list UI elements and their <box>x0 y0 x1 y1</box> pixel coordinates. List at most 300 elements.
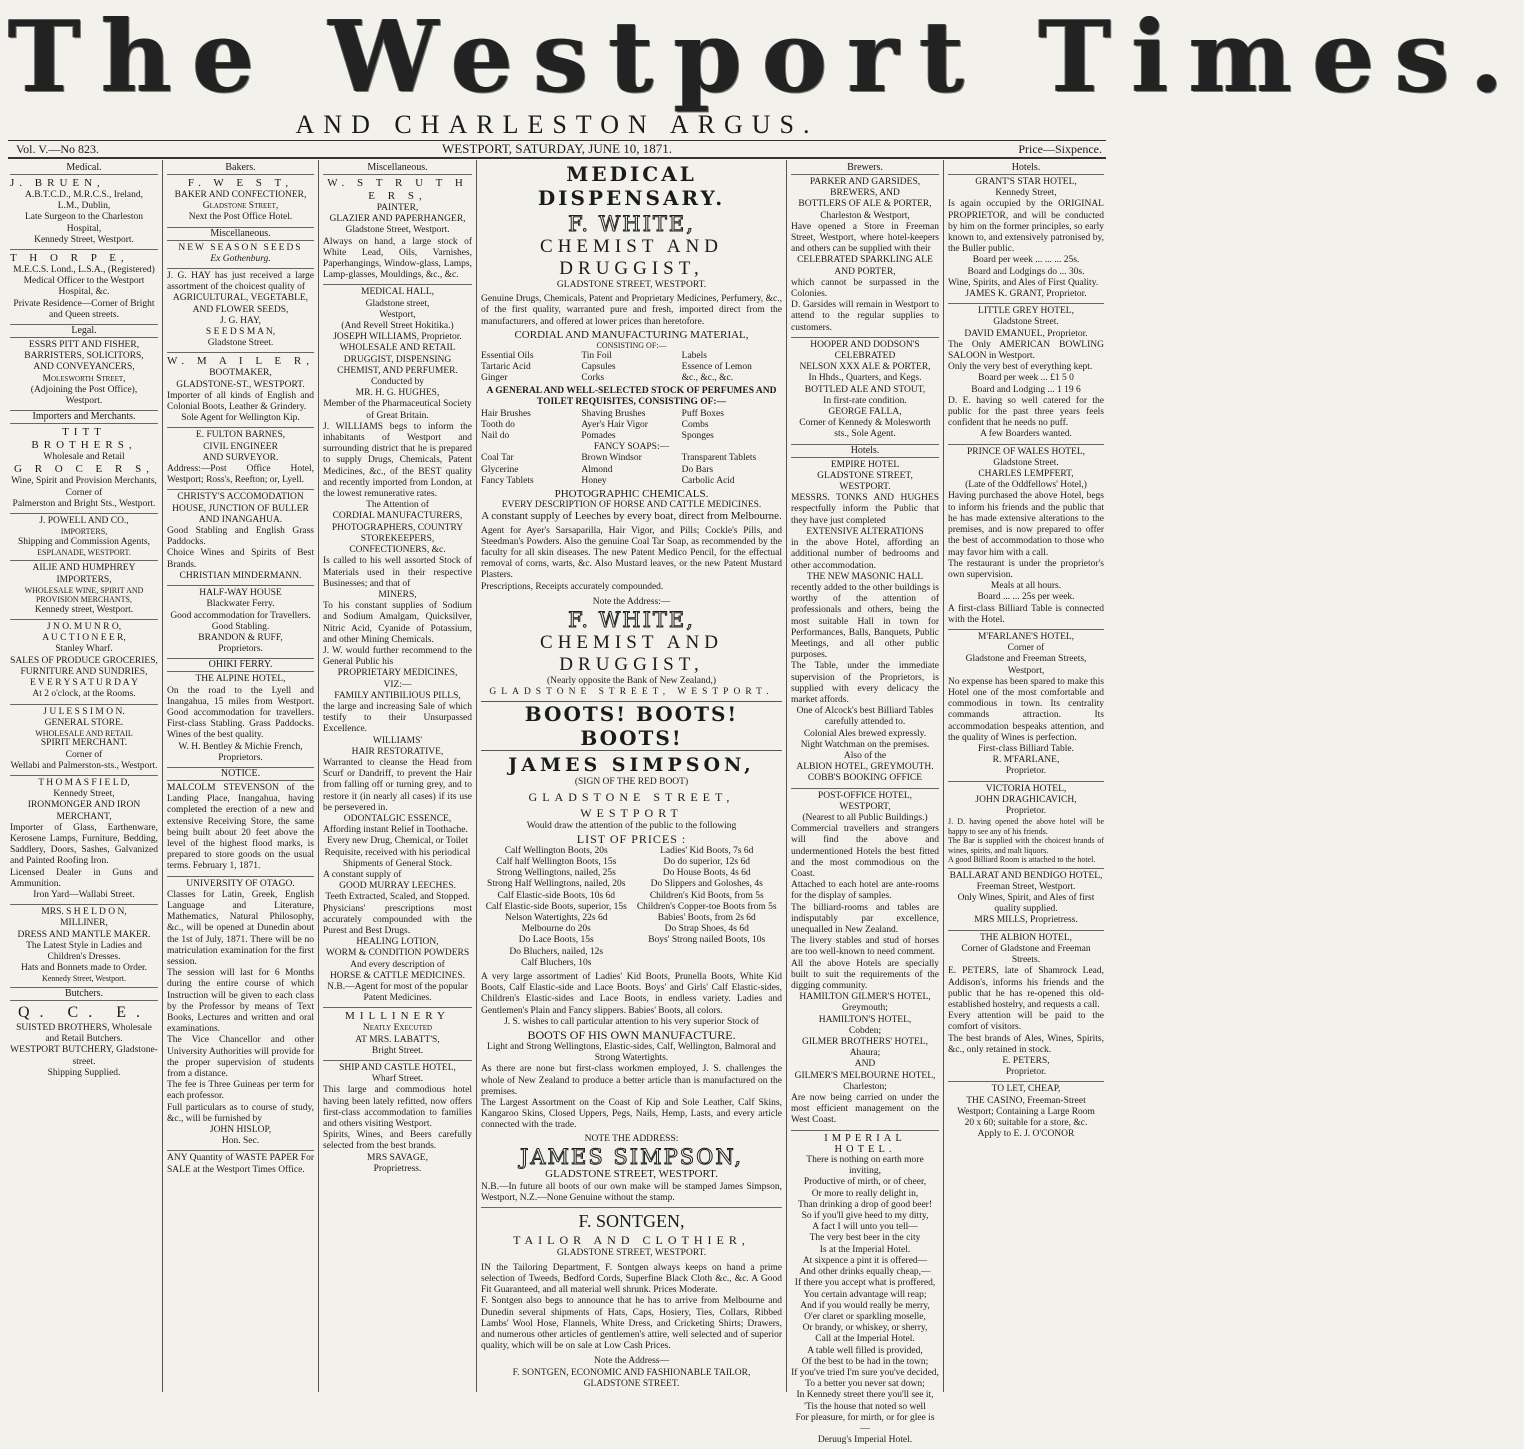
ad-line: Conducted by <box>370 377 425 388</box>
price: Price—Sixpence. <box>1018 142 1102 156</box>
item-row <box>481 351 782 362</box>
ad-line: ALBION HOTEL, GREYMOUTH. <box>796 762 934 773</box>
ad-line: TO LET, CHEAP, <box>991 1084 1061 1095</box>
ad-line: (Late of the Oddfellows' Hotel,) <box>965 480 1087 491</box>
ad-line: First-class Billiard Table. <box>978 743 1074 754</box>
ad-thorpe <box>10 250 158 325</box>
ad-line: Calf Wellington Boots, 20s <box>504 845 608 856</box>
ad-line: MALCOLM STEVENSON of the Landing Place, Inangahua, having completed the erection of a new and extensive Receiving Store, the same being built about 20 feet above the level of the highest flood marks, is prepared to store goods on the usual terms. February 1, 1871. <box>167 782 314 872</box>
ad-line: GRANT'S STAR HOTEL, <box>975 177 1077 187</box>
ad-line: Board per week ... ... ... 25s. <box>972 255 1080 266</box>
ad-line: MINERS, <box>378 589 417 600</box>
ad-line: Board ... ... 25s per week. <box>977 592 1075 603</box>
ad-line: GLADSTONE STREET, <box>817 470 913 481</box>
ad-line: IMPORTERS, <box>60 527 108 537</box>
ad-line: EXTENSIVE ALTERATIONS <box>806 526 924 537</box>
price-list-right <box>632 846 783 969</box>
ad-line: Iron Yard—Wallabi Street. <box>33 890 135 901</box>
ad-line: J. G. HAY, <box>220 315 261 326</box>
item-cell: Nail do <box>481 430 510 441</box>
ad-line: Palmerston and Bright Sts., Westport. <box>12 498 156 509</box>
ad-line: GILMER BROTHERS' HOTEL, <box>801 1037 928 1048</box>
ad-line: Is called to his well assorted Stock of Materials used in their respective Businesses; and that of <box>323 556 472 589</box>
ad-line: The restaurant is under the proprietor's own supervision. <box>948 558 1104 580</box>
item-cell: Puff Boxes <box>681 408 724 419</box>
ad-line: So if you'll give heed to my ditty, <box>801 1211 929 1222</box>
ad-line: The livery stables and stud of horses are too well-known to need comment. <box>791 936 939 958</box>
ad-line: SPIRIT MERCHANT. <box>40 738 128 749</box>
ad-line: There is nothing on earth more inviting, <box>806 1155 924 1177</box>
ad-line: Wholesale and Retail <box>43 452 125 463</box>
ad-line: The Table, under the immediate supervision of the Proprietors, is supplied with every delicacy the market affords. <box>791 661 939 705</box>
ad-line: IN the Tailoring Department, F. Sontgen always keeps on hand a prime selection of Tweeds, Bedford Cords, Superfine Black Cloth &c., &c. A Good Fit Guaranteed, and all material well shrunk. Prices Moderate. <box>481 1262 782 1296</box>
ad-line: F. SONTGEN, <box>578 1211 685 1232</box>
ad-empire-hotel <box>791 458 939 789</box>
ad-line: Commercial travellers and strangers will find the above and undermentioned Hotels the best fitted and the most commodious on the Coast. <box>791 824 939 879</box>
ad-line: As there are none but first-class workmen employed, J. S. challenges the whole of New Zealand to produce a better article than is manufactured on the premises. <box>481 1064 782 1097</box>
ad-line: THE NEW MASONIC HALL <box>806 571 924 582</box>
ad-line: F. Sontgen also begs to announce that he has to arrive from Melbourne and Dunedin several shipments of Hats, Caps, Hosiery, Ties, Collars, Ribbed Lambs' Wool Hose, Flannels, White Dress, and Cricketing Shirts; Drawers, and numerous other articles of gentlemen's attire, well selected and of superior quality, which will be on sale at Low Cash Prices. <box>481 1296 782 1352</box>
ad-line: The Attention of <box>366 500 429 511</box>
volume-number: Vol. V.—No 823. <box>16 142 100 156</box>
ad-line: MILLINERY <box>345 1010 450 1023</box>
ad-line: Do Strap Shoes, 4s 6d <box>664 924 749 935</box>
item-cell: Shaving Brushes <box>581 408 646 419</box>
ad-line: Apply to E. J. O'CONOR <box>977 1129 1075 1140</box>
ad-line: THE ALPINE HOTEL, <box>195 674 286 685</box>
ad-line: Wine, Spirits, and Ales of First Quality. <box>948 277 1099 288</box>
item-cell: Sponges <box>681 430 714 441</box>
ad-line: ANY Quantity of WASTE PAPER For SALE at the Westport Times Office. <box>167 1153 314 1175</box>
ad-line: WHOLESALE WINE, SPIRIT AND PROVISION MERCHANTS, <box>24 585 144 605</box>
ad-line: Gladstone and Freeman Streets, <box>965 654 1087 665</box>
ad-line: The billiard-rooms and tables are indisputably par excellence, unequalled in New Zealand. <box>791 902 939 935</box>
ad-line: GILMER'S MELBOURNE HOTEL, <box>794 1070 936 1081</box>
ad-line: PHOTOGRAPHIC CHEMICALS. <box>554 487 709 500</box>
ad-line: PARKER AND GARSIDES, <box>809 177 921 187</box>
ad-line: JAMES SIMPSON, <box>519 1144 744 1169</box>
ad-line: A first-class Billiard Table is connected with the Hotel. <box>948 603 1104 625</box>
ad-line: Have opened a Store in Freeman Street, Westport, where hotel-keepers and others can be supplied with their <box>791 221 939 255</box>
ad-line: Greymouth; <box>842 1003 888 1014</box>
ad-line: VIZ:— <box>383 679 412 690</box>
column-divider <box>943 160 944 1392</box>
ad-line: Do Slippers and Goloshes, 4s <box>650 879 763 890</box>
ad-grants-star-hotel <box>948 175 1104 304</box>
ad-line: Freeman Street, Westport. <box>976 881 1076 892</box>
ad-line: F. WHITE, <box>568 212 695 236</box>
section-heading: Importers and Merchants. <box>10 411 158 424</box>
ad-line: J. WILLIAMS begs to inform the inhabitants of Westport and surrounding district that he is prepared to supply Drugs, Chemicals, Patent Medicines, &c., of the BEST quality and recently imported from London, at the lowest remunerative rates. <box>323 421 472 500</box>
dateline-rule <box>8 157 1106 159</box>
ad-ballarat-bendigo-hotel <box>948 869 1104 931</box>
ad-line: JAMES SIMPSON, <box>508 754 755 777</box>
ad-line: Do Lace Boots, 15s <box>518 935 594 946</box>
ad-line: GLADSTONE STREET, WESTPORT. <box>556 1248 707 1259</box>
imperial-poem <box>791 1155 939 1446</box>
ad-line: M.E.C.S. Lond., L.S.A., (Registered) <box>13 265 155 276</box>
ad-line: One of Alcock's best Billiard Tables carefully attended to. <box>796 706 934 728</box>
ad-line: AND CONVEYANCERS, <box>33 362 135 373</box>
ad-line: Colonial Ales brewed expressly. <box>803 728 927 739</box>
ad-line: Agent for Ayer's Sarsaparilla, Hair Vigor, and Pills; Cockle's Pills, and Steedman's Powders. Also the genuine Coal Tar Soap, as recommended by the faculty for all skin diseases. The new Patent Medico Pencil, for the effectual removal of corns, warts, &c. Also Mustard leaves, or the new Patent Mustard Plasters. <box>481 525 782 581</box>
ad-line: Prescriptions, Receipts accurately compounded. <box>481 581 664 592</box>
section-heading: NOTICE. <box>167 768 314 781</box>
ad-stitt <box>10 424 158 514</box>
ad-line: And if you would really be merry, <box>800 1300 930 1311</box>
item-cell: Capsules <box>581 361 616 372</box>
ad-line: The session will last for 6 Months during the entire course of which Instruction will be given to each class by the Professor by means of Text Books, Lectures and written and oral examinations. <box>167 968 314 1035</box>
ad-line: A very large assortment of Ladies' Kid Boots, Prunella Boots, White Kid Boots, Calf Elastic-side and Lace Boots. Boys' and Girls' Calf Elastic-sides, Children's Elastic-sides and Lace Boots, in endless variety. Ladies and Gentlemen's Plain and Fancy slippers. Babies' Boots, all colors. <box>481 972 782 1016</box>
ad-pitt-fisher <box>10 338 158 411</box>
soap-items-table <box>481 453 782 487</box>
ad-albion-hotel <box>948 931 1104 1083</box>
ad-line: A fact I will unto you tell— <box>812 1222 918 1233</box>
ad-line: Molesworth Street, <box>42 373 126 384</box>
ad-line: Also of the <box>843 750 887 761</box>
ad-line: Gladstone Street. <box>993 457 1059 468</box>
ad-line: The Only AMERICAN BOWLING SALOON in Westport. <box>948 339 1104 362</box>
ad-line: HALF-WAY HOUSE <box>199 588 282 599</box>
ad-otago <box>167 877 314 1152</box>
item-row <box>481 409 782 420</box>
ad-line: CIVIL ENGINEER <box>203 441 278 452</box>
ad-line: BOTTLED ALE AND STOUT, <box>804 384 926 395</box>
ad-line: HAMILTON'S HOTEL, <box>818 1014 912 1025</box>
ad-line: COBB'S BOOKING OFFICE <box>807 773 923 784</box>
ad-line: Of the best to be had in the town; <box>801 1356 929 1367</box>
ad-line: THE CASINO, Freeman-Street <box>966 1095 1086 1106</box>
ad-line: WHOLESALE AND RETAIL <box>35 728 133 738</box>
item-cell: Transparent Tablets <box>681 453 757 464</box>
ad-line: FAMILY ANTIBILIOUS PILLS, <box>334 690 461 701</box>
ad-line: JOSEPH WILLIAMS, Proprietor. <box>333 332 462 343</box>
column-divider <box>786 160 787 1392</box>
ad-line: Would draw the attention of the public to the following <box>526 820 737 831</box>
ad-line: GLADSTONE STREET, WESTPORT <box>528 789 735 820</box>
ad-line: BOTTLERS OF ALE & PORTER, <box>798 199 932 210</box>
ad-line: T H O M A S F I E L D, <box>38 778 130 789</box>
ad-line: TAILOR AND CLOTHIER, <box>513 1233 750 1248</box>
ad-line: Corner of Gladstone and Freeman Streets. <box>961 943 1091 966</box>
item-cell: Tooth do <box>481 419 515 430</box>
ad-line: Or more to really delight in, <box>811 1188 919 1199</box>
ad-field <box>10 776 158 905</box>
item-cell: Ayer's Hair Vigor <box>581 419 648 430</box>
ad-line: (And Revell Street Hokitika.) <box>341 321 454 332</box>
item-row <box>481 420 782 431</box>
ad-line: TITT BROTHERS, <box>31 426 137 452</box>
ad-line: To a better you never sat down; <box>805 1379 925 1390</box>
ad-line: W. H. Bentley & Michie French, Proprietors. <box>178 741 303 763</box>
ad-little-grey-hotel <box>948 304 1104 444</box>
ad-line: HAMILTON GILMER'S HOTEL, <box>799 992 931 1003</box>
ad-line: Warranted to cleanse the Head from Scurf or Dandriff, to prevent the Hair from falling off or turning grey, and to restore it (in nearly all cases) if its use be persevered in. <box>323 757 472 813</box>
ad-line: MEDICAL HALL, <box>361 287 434 298</box>
ad-line: Attached to each hotel are ante-rooms for the display of samples. <box>791 880 939 902</box>
ad-line: Ahaura; <box>849 1048 881 1059</box>
cordial-items-table <box>481 351 782 385</box>
ad-line: Importer of all kinds of English and Colonial Boots, Leather & Grindery. <box>167 390 314 413</box>
ad-line: Charleston; <box>843 1081 887 1092</box>
ad-line: in the above Hotel, affording an additional number of bedrooms and other accommodation. <box>791 538 939 571</box>
item-cell: Honey <box>581 475 607 486</box>
ad-line: F. SONTGEN, ECONOMIC AND FASHIONABLE TAILOR, <box>512 1367 751 1378</box>
ad-line: M'FARLANE'S HOTEL, <box>977 631 1075 642</box>
ad-line: A GENERAL AND WELL-SELECTED STOCK OF PERFUMES AND TOILET REQUISITES, CONSISTING OF:— <box>486 386 777 408</box>
ad-line: SALES OF PRODUCE GROCERIES, FURNITURE AND SUNDRIES, <box>10 655 158 677</box>
ad-line: Do House Boots, 4s 6d <box>662 868 751 879</box>
ad-line: 20 x 60; suitable for a store, &c. <box>964 1117 1088 1128</box>
ad-line: To his constant supplies of Sodium and Sodium Amalgam, Quicksilver, Nitric Acid, Cyanide of Potassium, and other Mining Chemicals. <box>323 601 472 645</box>
ad-line: The best brands of Ales, Wines, Spirits, &c., only retained in stock. <box>948 1033 1104 1055</box>
ad-line: AILIE AND HUMPHREY <box>32 563 136 574</box>
ad-line: Stanley Wharf. <box>55 644 113 655</box>
item-row <box>481 453 782 464</box>
ad-line: HOOPER AND DODSON'S <box>810 339 920 350</box>
ad-line: J U L E S S I M O N. <box>43 706 125 717</box>
ad-line: Blackwater Ferry. <box>206 599 275 610</box>
ad-line: The fee is Three Guineas per term for each professor. <box>167 1080 314 1102</box>
ad-line: which cannot be surpassed in the Colonies. <box>791 277 939 300</box>
ad-line: Gladstone Street. <box>207 338 274 349</box>
ad-line: Night Watchman on the premises. <box>800 739 930 750</box>
ad-line: GEORGE FALLA, <box>828 407 902 418</box>
ad-line: J. S. wishes to call particular attention to his very superior Stock of <box>504 1016 759 1027</box>
ad-line: Every new Drug, Chemical, or Toilet Requisite, received with his periodical Shipments of General Stock. <box>324 836 471 869</box>
ad-line: JAMES K. GRANT, Proprietor. <box>965 289 1087 300</box>
ad-line: No expense has been spared to make this Hotel one of the most comfortable and commodious in town. Its centrality commands attraction. Its accommodation bespeaks attention, and the quality of Wines is perfection. <box>948 676 1104 743</box>
item-cell: Fancy Tablets <box>481 475 534 486</box>
ad-line: DRESS AND MANTLE MAKER. <box>17 929 151 940</box>
ad-line: Proprietors. <box>218 644 263 655</box>
ad-line: Corner of <box>1007 643 1045 654</box>
ad-line: HAIR RESTORATIVE, <box>351 746 444 757</box>
ad-line: Bright Street. <box>371 1045 424 1056</box>
ad-simon <box>10 705 158 777</box>
ad-struthers <box>323 175 472 285</box>
ad-line: WESTPORT, <box>839 801 891 812</box>
ad-line: BOOTMAKER, <box>209 368 272 379</box>
ad-line: PROPRIETARY MEDICINES, <box>337 668 458 679</box>
ad-line: The Bar is supplied with the choicest brands of wines, spirits, and malt liquors. <box>948 836 1104 855</box>
ad-line: W. M A I L E R, <box>167 355 314 368</box>
item-row <box>481 431 782 442</box>
ad-line: Choice Wines and Spirits of Best Brands. <box>167 548 314 570</box>
ad-line: A.B.T.C.D., M.R.C.S., Ireland, <box>24 190 144 200</box>
ad-line: Productive of mirth, or of cheer, <box>803 1177 927 1188</box>
column-bakers <box>167 162 314 1390</box>
ad-line: FANCY SOAPS:— <box>593 442 670 453</box>
column-brewers <box>791 162 939 1446</box>
ad-line: Are now being carried on under the most efficient management on the West Coast. <box>791 1093 939 1126</box>
ad-line: POST-OFFICE HOTEL, <box>817 790 913 801</box>
ad-line: Westport, <box>379 309 416 320</box>
ad-line: S E E D S M A N, <box>205 327 276 338</box>
ad-sheldon <box>10 905 158 988</box>
ad-line: Strong Wellingtons, nailed, 25s <box>496 868 616 879</box>
ad-line: JOHN HISLOP, <box>209 1125 272 1136</box>
item-cell: Essence of Lemon <box>681 361 752 372</box>
masthead-subtitle: AND CHARLESTON ARGUS. <box>295 110 819 139</box>
item-cell: Brown Windsor <box>581 453 642 464</box>
ad-line: Private Residence—Corner of Bright and Queen streets. <box>13 298 155 320</box>
ad-line: Kennedy Street, Westport. <box>41 974 127 984</box>
ad-line: Strong Half Wellingtons, nailed, 20s <box>487 879 626 890</box>
ad-line: Licensed Dealer in Guns and Ammunition. <box>10 867 158 889</box>
ad-line: Genuine Drugs, Chemicals, Patent and Proprietary Medicines, Perfumery, &c., of the first quality, warranted pure and fresh, imported direct from the manufacturers, and offered at lower prices than heretofore. <box>481 294 782 327</box>
ad-line: Spirits, Wines, and Beers carefully selected from the best brands. <box>323 1130 472 1152</box>
ad-line: GLADSTONE-ST., WESTPORT. <box>176 379 305 390</box>
ad-mailer <box>167 353 314 428</box>
ad-line: On the road to the Lyell and Inangahua, 15 miles from Westport. Good accommodation for travellers. First-class Stabling. Grass Paddocks. Wines of the best quality. <box>167 685 314 741</box>
ad-hooper-dodson <box>791 338 939 445</box>
ad-line: MILLINER, <box>60 918 108 929</box>
ad-line: Only Wines, Spirit, and Ales of first quality supplied. <box>957 893 1095 915</box>
ad-line: AND SURVEYOR. <box>202 452 279 463</box>
ad-line: CONSISTING OF:— <box>596 341 667 351</box>
ad-line: LITTLE GREY HOTEL, <box>978 306 1074 317</box>
ad-line: Classes for Latin, Greek, English Language and Literature, Mathematics, Natural Philosophy, &c., will be opened at Dunedin about the 1st of July, 1871. There will be no matriculation examination for the first session. <box>167 889 314 967</box>
ad-line: Calf Elastic-side Boots, 10s 6d <box>497 890 615 901</box>
column-miscellaneous <box>323 162 472 1390</box>
ad-line: Kennedy Street, <box>995 188 1057 199</box>
ad-parker-garsides <box>791 175 939 338</box>
item-row <box>481 362 782 373</box>
ad-line: AGRICULTURAL, VEGETABLE, AND FLOWER SEEDS, <box>172 293 309 315</box>
ad-line: DRUGGIST, DISPENSING CHEMIST, AND PERFUMER. <box>337 354 458 376</box>
ad-line: ESSRS PITT AND FISHER, <box>28 340 140 351</box>
ad-line: THE ALBION HOTEL, <box>979 932 1073 943</box>
ad-line: A constant supply of Leeches by every boat, direct from Melbourne. <box>481 510 782 523</box>
ad-line: BARRISTERS, SOLICITORS, <box>24 351 144 362</box>
ad-line: W. S T R U T H E R S, <box>327 177 468 202</box>
ad-line: At sixpence a pint it is offered— <box>802 1255 928 1266</box>
ad-line: Full particulars as to course of study, &c., will be furnished by <box>167 1102 314 1124</box>
column-divider <box>318 160 319 1392</box>
ad-line: Wine, Spirit and Provision Merchants, <box>11 476 157 487</box>
masthead <box>8 0 1524 115</box>
ad-qce: Q. C. E. <box>18 1003 150 1021</box>
ad-line: Is at the Imperial Hotel. <box>819 1244 911 1255</box>
section-heading: Brewers. <box>791 162 939 175</box>
ad-line: The Largest Assortment on the Coast of Kip and Sole Leather, Calf Skins, Kangaroo Skins, Closed Uppers, Pegs, Nails, Hemp, Lasts, and every article connected with the trade. <box>481 1098 782 1131</box>
ad-line: EMPIRE HOTEL <box>830 459 900 470</box>
ad-line: ESPLANADE, WESTPORT. <box>37 547 131 557</box>
ad-line: NEW SEASON SEEDS <box>178 242 303 253</box>
ad-line: A constant supply of <box>323 869 402 880</box>
ad-line: Boys' Strong nailed Boots, 10s <box>648 935 766 946</box>
ad-line: E. PETERS, late of Shamrock Lead, Addison's, informs his friends and the public that he has re-opened this old-established hostelry, and requests a call. <box>948 966 1104 1010</box>
ad-line: BREWERS, AND <box>830 188 900 199</box>
ad-line: Member of the Pharmaceutical Society of Great Britain. <box>323 399 472 421</box>
ad-line: All the above Hotels are specially built to suit the requirements of the digging community. <box>791 958 939 992</box>
ad-barnes <box>167 428 314 490</box>
ad-baillie <box>10 561 158 620</box>
ad-medical-hall <box>323 285 472 1008</box>
ad-line: Proprietor. <box>1005 766 1047 777</box>
ad-line: A U C T I O N E E R, <box>42 633 126 644</box>
ad-line: GLADSTONE STREET, WESTPORT. <box>556 280 707 290</box>
ad-line: Charleston & Westport, <box>820 210 910 221</box>
ad-line: Shipping Supplied. <box>47 1067 121 1078</box>
ad-line: Note the Address— <box>594 1356 669 1367</box>
ad-line: In Kennedy street there you'll see it, <box>796 1390 934 1401</box>
ad-mfarlanes-hotel <box>948 630 1104 782</box>
ad-line: SHIP AND CASTLE HOTEL, <box>339 1063 456 1074</box>
ad-hay <box>167 269 314 353</box>
ad-line: CELEBRATED <box>834 351 896 362</box>
ad-line: Medical Officer to the Westport Hospital, &c. <box>23 276 145 298</box>
ad-line: LIST OF PRICES : <box>576 831 687 846</box>
ad-line: (Nearest to all Public Buildings.) <box>802 812 928 823</box>
item-cell: Do Bars <box>681 464 714 475</box>
ad-line: Board and Lodgings do ... 30s. <box>967 266 1085 277</box>
ad-line: This large and commodious hotel having been lately refitted, now offers first-class accommodation to families and others visiting Westport. <box>323 1085 472 1130</box>
ad-line: J N O. M U N R O, <box>46 622 122 633</box>
ad-line: WESTPORT. <box>839 482 891 493</box>
ad-line: Every attention will be paid to the comfort of visitors. <box>948 1011 1104 1033</box>
ad-line: You certain advantage will reap; <box>803 1289 927 1300</box>
ad-line: E V E R Y S A T U R D A Y <box>29 678 139 689</box>
ad-line: If you've tried I'm sure you've decided, <box>791 1367 939 1378</box>
place-date: WESTPORT, SATURDAY, JUNE 10, 1871. <box>441 141 673 156</box>
ad-line: Cobden; <box>848 1025 882 1036</box>
ad-line: Corner of Kennedy & Molesworth sts., Sole Agent. <box>799 418 931 440</box>
ad-line: CHARLES LEMPFERT, <box>978 469 1074 480</box>
ad-line: Hon. Sec. <box>221 1136 260 1147</box>
ad-line: WORM & CONDITION POWDERS <box>325 948 470 959</box>
dispensary-heading: MEDICAL DISPENSARY. <box>537 162 726 210</box>
ad-line: AT MRS. LABATT'S, <box>355 1034 440 1045</box>
ad-line: Gladstone Street, <box>202 201 279 212</box>
ad-line: Gladstone Street, Westport. <box>345 225 450 236</box>
ad-line: Having purchased the above Hotel, begs to inform his friends and the public that he has made extensive alterations to the premises, and is now prepared to offer the best of accommodation to those who may favor him with a call. <box>948 491 1104 558</box>
ad-line: Gladstone Street. <box>993 317 1059 328</box>
ad-bruen-name: J. BRUEN, <box>10 177 105 189</box>
ad-line: L.M., Dublin, <box>57 201 111 212</box>
ad-line: ODONTALGIC ESSENCE, <box>343 813 452 824</box>
ad-casino-to-let <box>948 1082 1104 1143</box>
ad-line: Calf half Wellington Boots, 15s <box>496 857 617 867</box>
ad-line: HORSE & CATTLE MEDICINES. <box>329 970 466 981</box>
ad-line: Hats and Bonnets made to Order. <box>20 963 148 974</box>
ad-line: MRS. S H E L D O N, <box>41 907 127 918</box>
ad-line: Kennedy Street, Westport. <box>34 234 134 245</box>
section-heading: Hotels. <box>791 445 939 458</box>
ad-line: And every description of <box>350 959 445 970</box>
ad-line: A few Boarders wanted. <box>980 429 1072 440</box>
ad-line: CHRISTIAN MINDERMANN. <box>179 570 302 581</box>
ad-line: WILLIAMS' <box>372 735 423 746</box>
ad-line: (SIGN OF THE RED BOOT) <box>574 777 689 788</box>
ad-line: Babies' Boots, from 2s 6d <box>657 913 756 924</box>
item-cell: Almond <box>581 464 613 475</box>
ad-line: D. Garsides will remain in Westport to attend to the regular supplies to customers. <box>791 300 939 333</box>
ad-line: GLAZIER AND PAPERHANGER, <box>329 214 466 225</box>
ad-line: GENERAL STORE. <box>44 717 124 728</box>
ad-line: Do do superior, 12s 6d <box>663 857 750 867</box>
ad-line: Corner of <box>65 487 103 498</box>
ad-bruen <box>10 175 158 250</box>
ad-line: Than drinking a drop of good beer! <box>797 1199 933 1210</box>
ad-line: The Vice Chancellor and other University Authorities will provide for the proper supervision of students from a distance. <box>167 1035 314 1080</box>
ad-james-simpson <box>481 751 782 1208</box>
item-cell: Pomades <box>581 430 616 441</box>
ad-line: MRS MILLS, Proprietress. <box>974 915 1078 926</box>
ad-line: Importer of Glass, Earthenware, Kerosene Lamps, Furniture, Bedding, Saddlery, Doors, Sashes, Galvanized and Painted Roofing Iron. <box>10 822 158 867</box>
ad-post-office-hotel <box>791 789 939 1131</box>
